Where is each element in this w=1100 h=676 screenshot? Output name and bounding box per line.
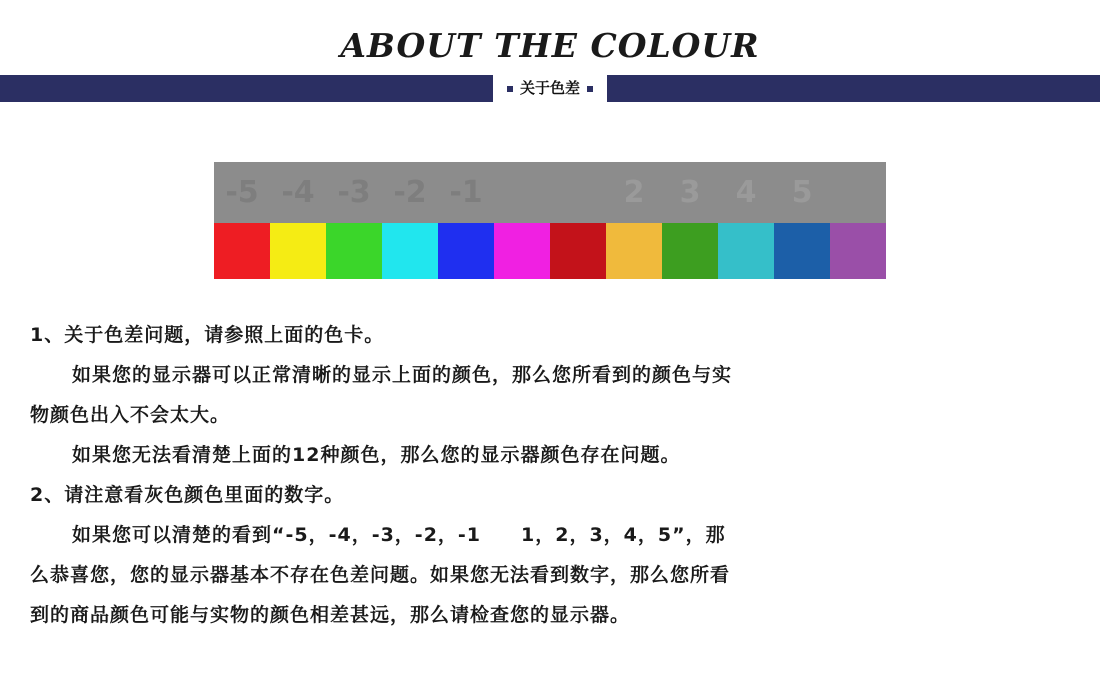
swatch-purple <box>830 223 886 279</box>
gray-number-4: -2 <box>393 174 427 210</box>
gray-number-9: 3 <box>679 174 701 210</box>
color-card-section <box>0 162 1100 279</box>
swatch-orange-yellow <box>606 223 662 279</box>
square-bullet-left-icon <box>507 86 513 92</box>
swatch-cyan <box>382 223 438 279</box>
square-bullet-right-icon <box>587 86 593 92</box>
gray-number-3: -3 <box>337 174 371 210</box>
gray-number-2: -4 <box>281 174 315 210</box>
page-header <box>0 0 1100 102</box>
swatch-yellow <box>270 223 326 279</box>
gray-number-band <box>214 162 886 223</box>
swatch-dark-green <box>662 223 718 279</box>
gray-number-5: -1 <box>449 174 483 210</box>
swatch-green <box>326 223 382 279</box>
swatch-blue <box>438 223 494 279</box>
gray-number-1: -5 <box>225 174 259 210</box>
note-line-6: 如果您可以清楚的看到“-5，-4，-3，-2，-1 1，2，3，4，5”，那 <box>72 524 726 546</box>
note-line-8: 到的商品颜色可能与实物的颜色相差甚远，那么请检查您的显示器。 <box>30 604 631 626</box>
swatch-teal <box>718 223 774 279</box>
note-line-1: 1、关于色差问题，请参照上面的色卡。 <box>30 324 385 346</box>
swatch-red <box>214 223 270 279</box>
page-title-chinese-badge <box>493 75 607 102</box>
note-line-5: 2、请注意看灰色颜色里面的数字。 <box>30 484 345 506</box>
gray-number-10: 4 <box>735 174 757 210</box>
swatch-magenta <box>494 223 550 279</box>
color-calibration-card <box>214 162 886 279</box>
title-band <box>0 75 1100 102</box>
swatch-dark-red <box>550 223 606 279</box>
gray-number-8: 2 <box>623 174 645 210</box>
swatch-dark-blue <box>774 223 830 279</box>
note-line-7: 么恭喜您，您的显示器基本不存在色差问题。如果您无法看到数字，那么您所看 <box>30 564 731 586</box>
page-title-chinese: 关于色差 <box>519 79 580 97</box>
color-swatch-row <box>214 223 886 279</box>
page-title-english: ABOUT THE COLOUR <box>340 26 760 65</box>
note-line-4: 如果您无法看清楚上面的12种颜色，那么您的显示器颜色存在问题。 <box>72 444 681 466</box>
notes-section <box>0 315 1100 635</box>
gray-number-11: 5 <box>791 174 813 210</box>
note-line-3: 物颜色出入不会太大。 <box>30 404 231 426</box>
note-line-2: 如果您的显示器可以正常清晰的显示上面的颜色，那么您所看到的颜色与实 <box>72 364 733 386</box>
